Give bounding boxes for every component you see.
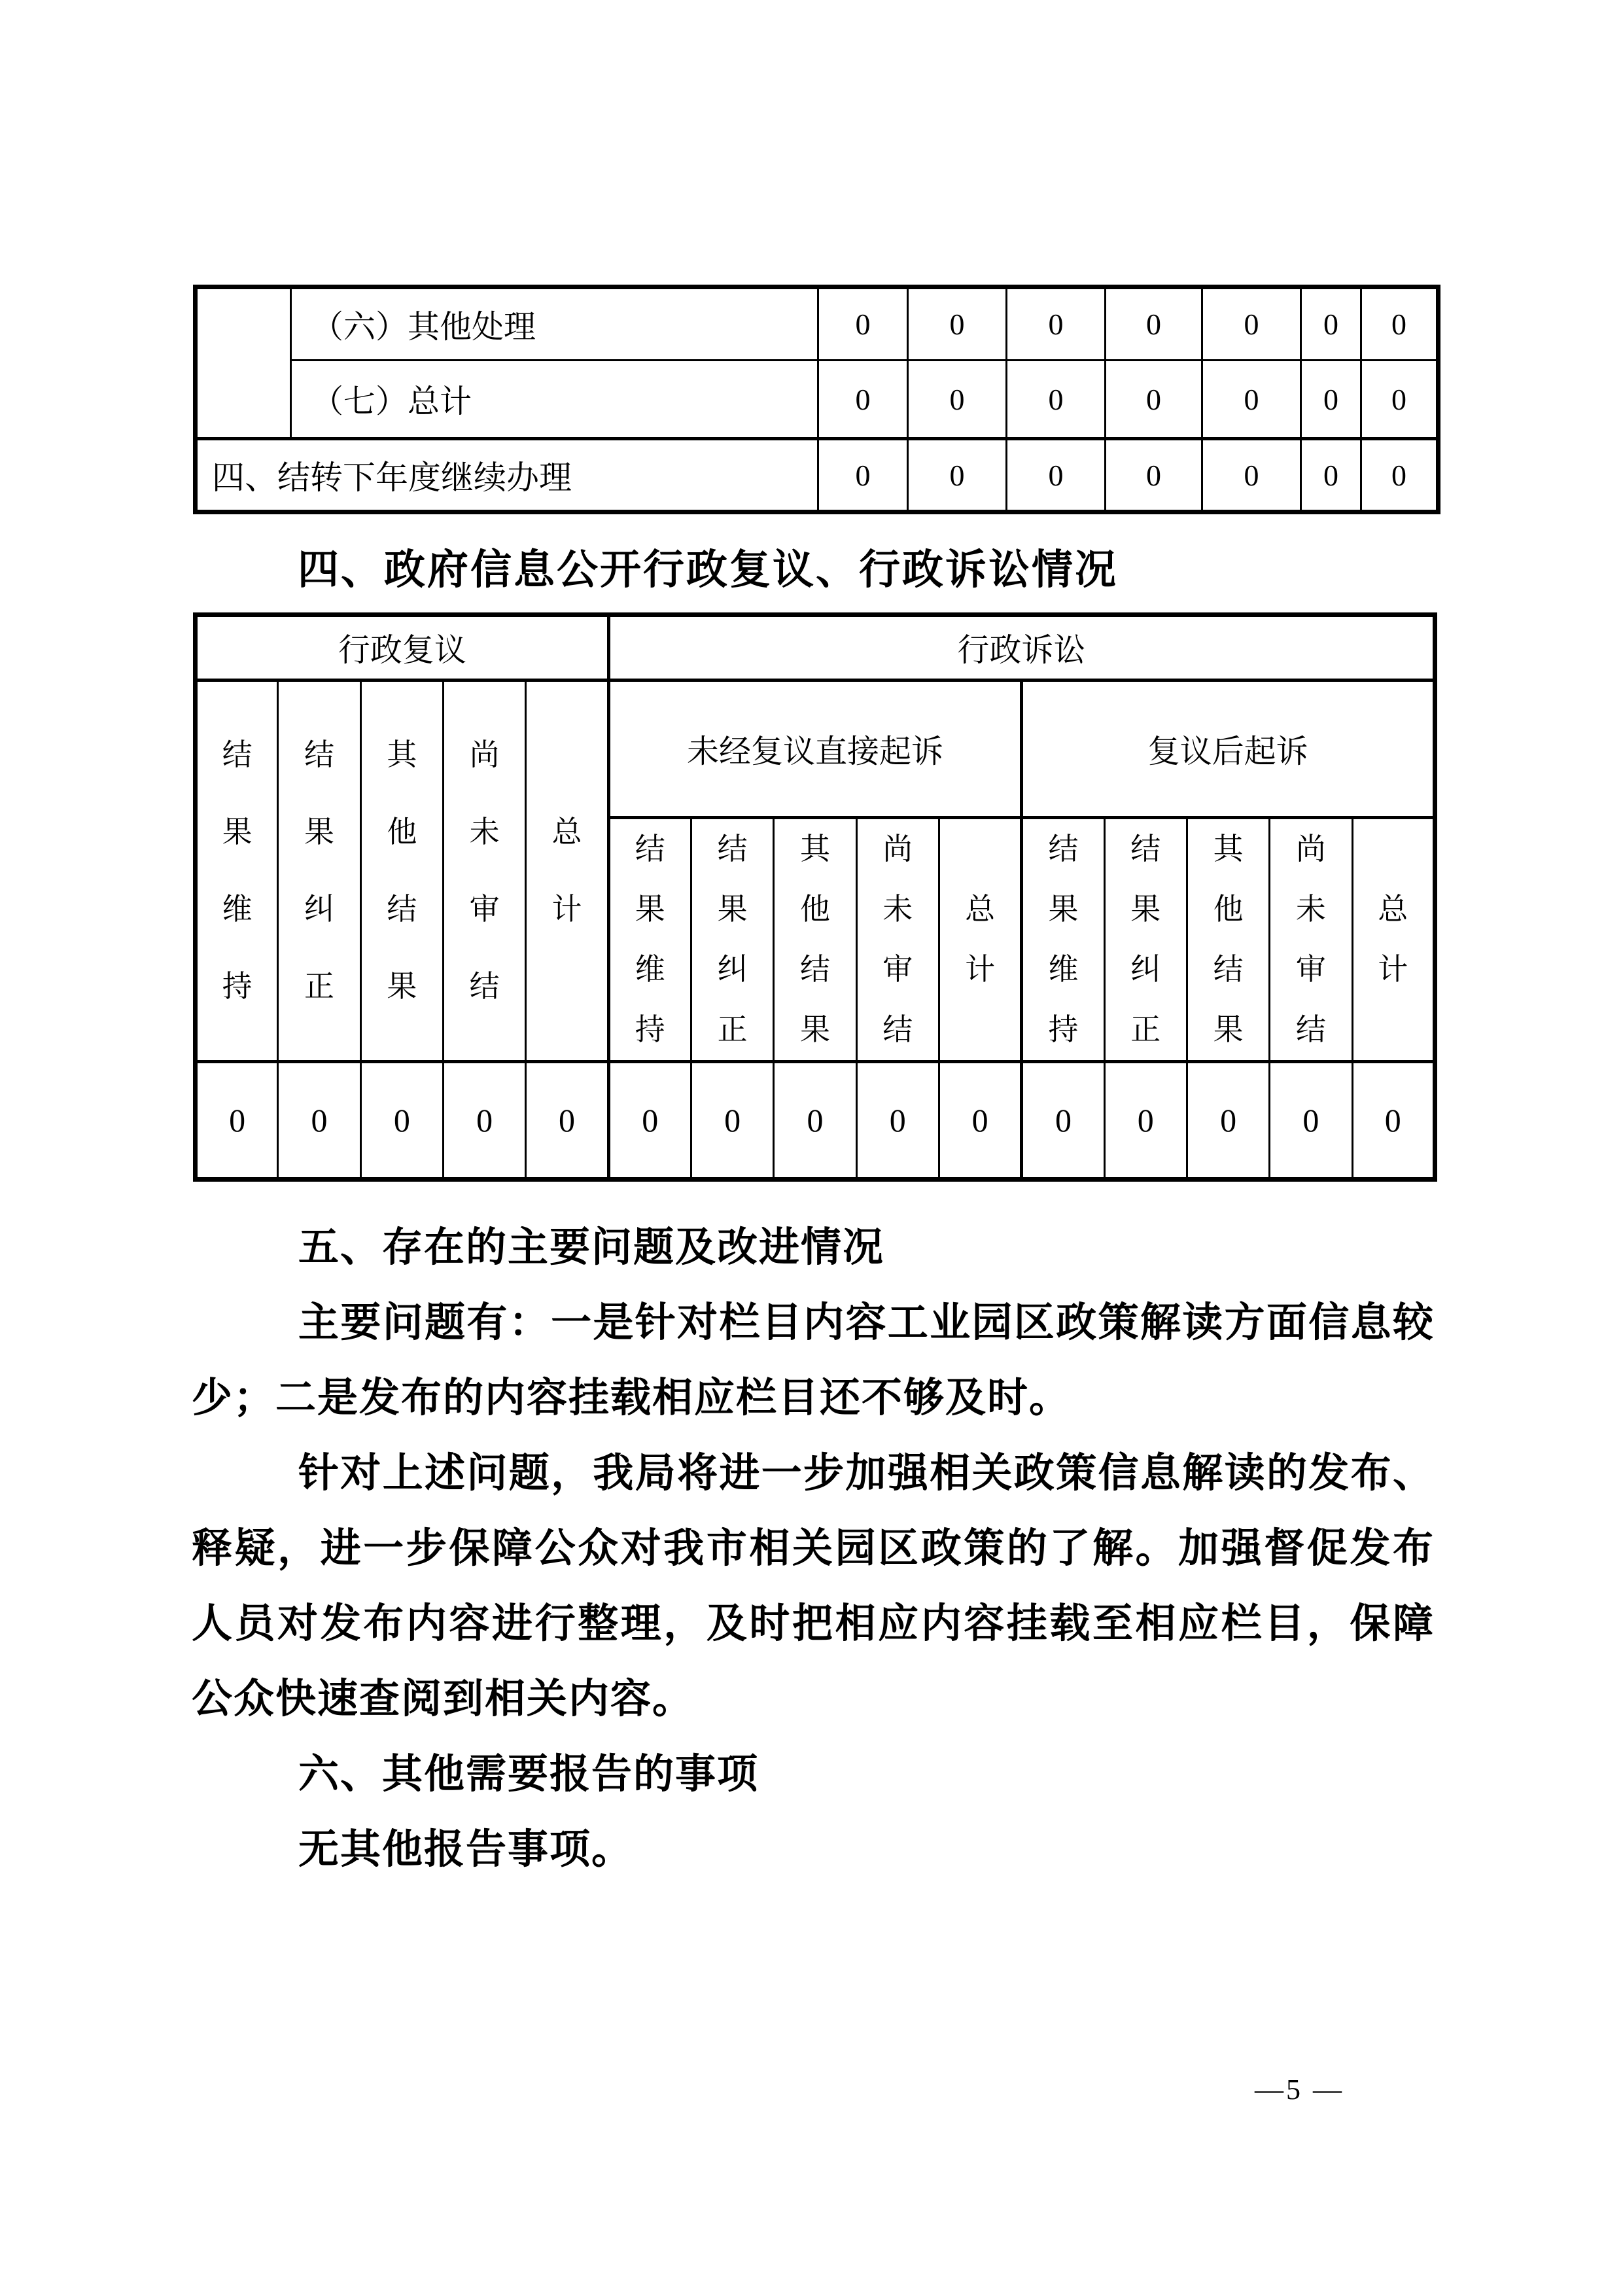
page-number: —5 — (1255, 2074, 1344, 2106)
value-cell: 0 (1187, 1062, 1269, 1180)
column-header (774, 818, 856, 1062)
value-cell: 0 (856, 1062, 939, 1180)
value-cell: 0 (1007, 287, 1106, 361)
section5-heading: 五、存在的主要问题及改进情况 (298, 1225, 885, 1270)
value-cell: 0 (774, 1062, 856, 1180)
column-header-label: 尚未审结 (469, 738, 500, 1003)
value-cell: 0 (608, 1062, 691, 1180)
column-header-label: 结果纠正 (304, 738, 334, 1003)
value-cell: 0 (196, 1062, 278, 1180)
table-row (196, 361, 1439, 439)
value-cell: 0 (691, 1062, 773, 1180)
value-cell: 0 (1361, 439, 1439, 512)
value-cell: 0 (1106, 361, 1202, 439)
value-cell: 0 (1361, 287, 1439, 361)
value-cell: 0 (443, 1062, 525, 1180)
column-header-label: 总计 (551, 815, 582, 926)
table-row (196, 439, 1439, 512)
section6-heading: 六、其他需要报告的事项 (298, 1752, 759, 1797)
column-header-label: 尚未审结 (882, 832, 913, 1046)
spanner-cell (196, 287, 291, 439)
value-cell: 0 (1270, 1062, 1352, 1180)
table-row (196, 1062, 1435, 1180)
column-header (196, 680, 278, 1062)
column-header (856, 818, 939, 1062)
column-header (360, 680, 443, 1062)
value-cell: 0 (1106, 287, 1202, 361)
column-header-label: 结果维持 (222, 738, 253, 1003)
value-cell: 0 (1202, 287, 1301, 361)
value-cell: 0 (1301, 361, 1361, 439)
value-cell: 0 (1007, 361, 1106, 439)
group-header-litigation: 行政诉讼 (608, 615, 1435, 680)
column-header (443, 680, 525, 1062)
column-header-label: 尚未审结 (1295, 832, 1326, 1046)
value-cell: 0 (818, 361, 908, 439)
row-label: （七）总计 (291, 361, 818, 439)
value-cell: 0 (1361, 361, 1439, 439)
column-header-label: 结果维持 (1048, 832, 1079, 1046)
value-cell: 0 (1106, 439, 1202, 512)
row-label: 四、结转下年度继续办理 (196, 439, 818, 512)
carryover-table (193, 285, 1440, 514)
column-header-label: 其他结果 (387, 738, 417, 1003)
table-row (196, 680, 1435, 818)
column-header-label: 其他结果 (799, 832, 830, 1046)
value-cell: 0 (1104, 1062, 1187, 1180)
value-cell: 0 (939, 1062, 1021, 1180)
section4-heading: 四、政府信息公开行政复议、行政诉讼情况 (298, 547, 1118, 593)
body-text (192, 1210, 1435, 1887)
column-header-label: 结果维持 (635, 832, 665, 1046)
column-header (1022, 818, 1104, 1062)
review-litigation-table (193, 612, 1437, 1182)
subheader-after-review-suit: 复议后起诉 (1022, 680, 1435, 818)
subheader-direct-suit: 未经复议直接起诉 (608, 680, 1022, 818)
column-header (1187, 818, 1269, 1062)
value-cell: 0 (1202, 439, 1301, 512)
table-row (196, 615, 1435, 680)
column-header-label: 结果纠正 (717, 832, 748, 1046)
value-cell: 0 (1202, 361, 1301, 439)
column-header (278, 680, 360, 1062)
column-header (691, 818, 773, 1062)
column-header (1352, 818, 1435, 1062)
group-header-review: 行政复议 (196, 615, 609, 680)
value-cell: 0 (526, 1062, 608, 1180)
value-cell: 0 (1352, 1062, 1435, 1180)
value-cell: 0 (1301, 439, 1361, 512)
value-cell: 0 (278, 1062, 360, 1180)
value-cell: 0 (1022, 1062, 1104, 1180)
value-cell: 0 (908, 439, 1007, 512)
value-cell: 0 (818, 287, 908, 361)
paragraph: 主要问题有：一是针对栏目内容工业园区政策解读方面信息较少；二是发布的内容挂载相应栏目还不够及时。 (192, 1300, 1435, 1421)
column-header (608, 818, 691, 1062)
row-label: （六）其他处理 (291, 287, 818, 361)
value-cell: 0 (908, 361, 1007, 439)
value-cell: 0 (1301, 287, 1361, 361)
value-cell: 0 (1007, 439, 1106, 512)
column-header-label: 总计 (965, 892, 996, 986)
column-header-label: 其他结果 (1213, 832, 1244, 1046)
column-header (1270, 818, 1352, 1062)
paragraph: 针对上述问题，我局将进一步加强相关政策信息解读的发布、释疑，进一步保障公众对我市相关园区政策的了解。加强督促发布人员对发布内容进行整理，及时把相应内容挂载至相应栏目，保障公众快速查阅到相关内容。 (192, 1451, 1435, 1722)
column-header-label: 总计 (1378, 892, 1408, 986)
column-header (1104, 818, 1187, 1062)
value-cell: 0 (818, 439, 908, 512)
value-cell: 0 (360, 1062, 443, 1180)
table-row (196, 287, 1439, 361)
value-cell: 0 (908, 287, 1007, 361)
column-header-label: 结果纠正 (1130, 832, 1161, 1046)
column-header (939, 818, 1021, 1062)
column-header (526, 680, 608, 1062)
paragraph: 无其他报告事项。 (298, 1827, 634, 1872)
